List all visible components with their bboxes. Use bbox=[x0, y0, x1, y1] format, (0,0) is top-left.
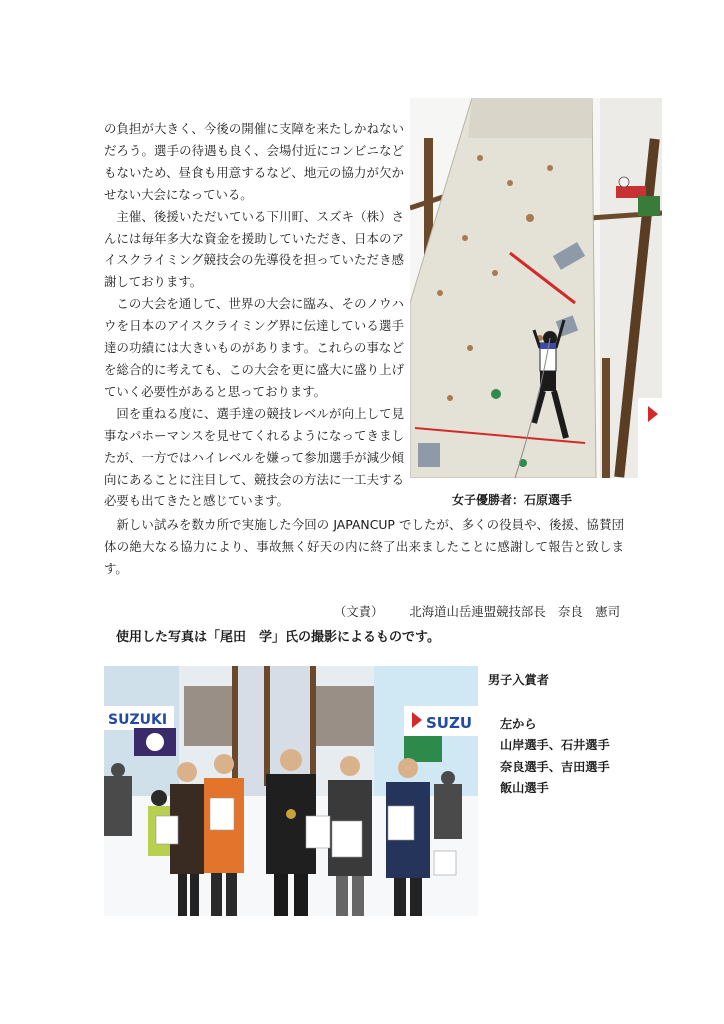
caption-title: 男子入賞者 bbox=[488, 673, 549, 687]
podium-illustration bbox=[104, 666, 478, 916]
podium-photo bbox=[104, 666, 478, 916]
suzuki-banner-right: SUZU bbox=[426, 714, 473, 732]
credit-author: 北海道山岳連盟競技部長 奈良 憲司 bbox=[409, 604, 620, 619]
paragraph-2: 主催、後援いただいている下川町、スズキ（株）さんには毎年多大な資金を援助していただき、日本のアイスクライミング競技会の先導役を担っていただき感謝しております。 bbox=[104, 208, 404, 290]
climbing-wall-photo bbox=[410, 98, 662, 478]
climbing-photo-caption: 女子優勝者：石原選手 bbox=[452, 493, 573, 507]
climbing-wall-illustration bbox=[410, 98, 662, 478]
article-body-column bbox=[104, 118, 404, 512]
closing-paragraph: 新しい試みを数カ所で実施した今回の JAPANCUP でしたが、多くの役員や、後援、協賛団体の絶大なる協力により、事故無く好天の内に終了出来ましたことに感謝して報告と致します。 bbox=[104, 517, 624, 576]
caption-line-1: 山岸選手、石井選手 bbox=[500, 738, 610, 752]
caption-line-2: 奈良選手、吉田選手 bbox=[500, 759, 610, 774]
closing-text bbox=[104, 514, 624, 580]
photo-credit-note: 使用した写真は「尾田 学」氏の撮影によるものです。 bbox=[116, 630, 440, 645]
paragraph-4: 回を重ねる度に、選手達の競技レベルが向上して見事なパホーマンスを見せてくれるようになってきましたが、一方ではハイレベルを嫌って参加選手が減少傾向にあることに注目して、競技会の方法に一工夫する必要も出てきたと感じています。 bbox=[104, 405, 404, 509]
caption-from: 左から bbox=[500, 716, 537, 731]
caption-line-3: 飯山選手 bbox=[500, 781, 549, 795]
author-credit bbox=[328, 602, 620, 620]
paragraph-1: の負担が大きく、今後の開催に支障を来たしかねないだろう。選手の待遇も良く、会場付近にコンビニなどもないため、昼食も用意するなど、地元の協力が欠かせない大会になっている。 bbox=[104, 121, 404, 202]
suzuki-banner-left: SUZUKI bbox=[108, 712, 168, 728]
podium-photo-caption bbox=[488, 670, 610, 800]
paragraph-3: この大会を通して、世界の大会に臨み、そのノウハウを日本のアイスクライミング界に伝達している選手達の功績には大きいものがあります。これらの事などを総合的に考えても、この大会を更に盛大に盛り上げていく必要性があると思っております。 bbox=[104, 296, 404, 399]
credit-label: （文責） bbox=[333, 604, 384, 619]
